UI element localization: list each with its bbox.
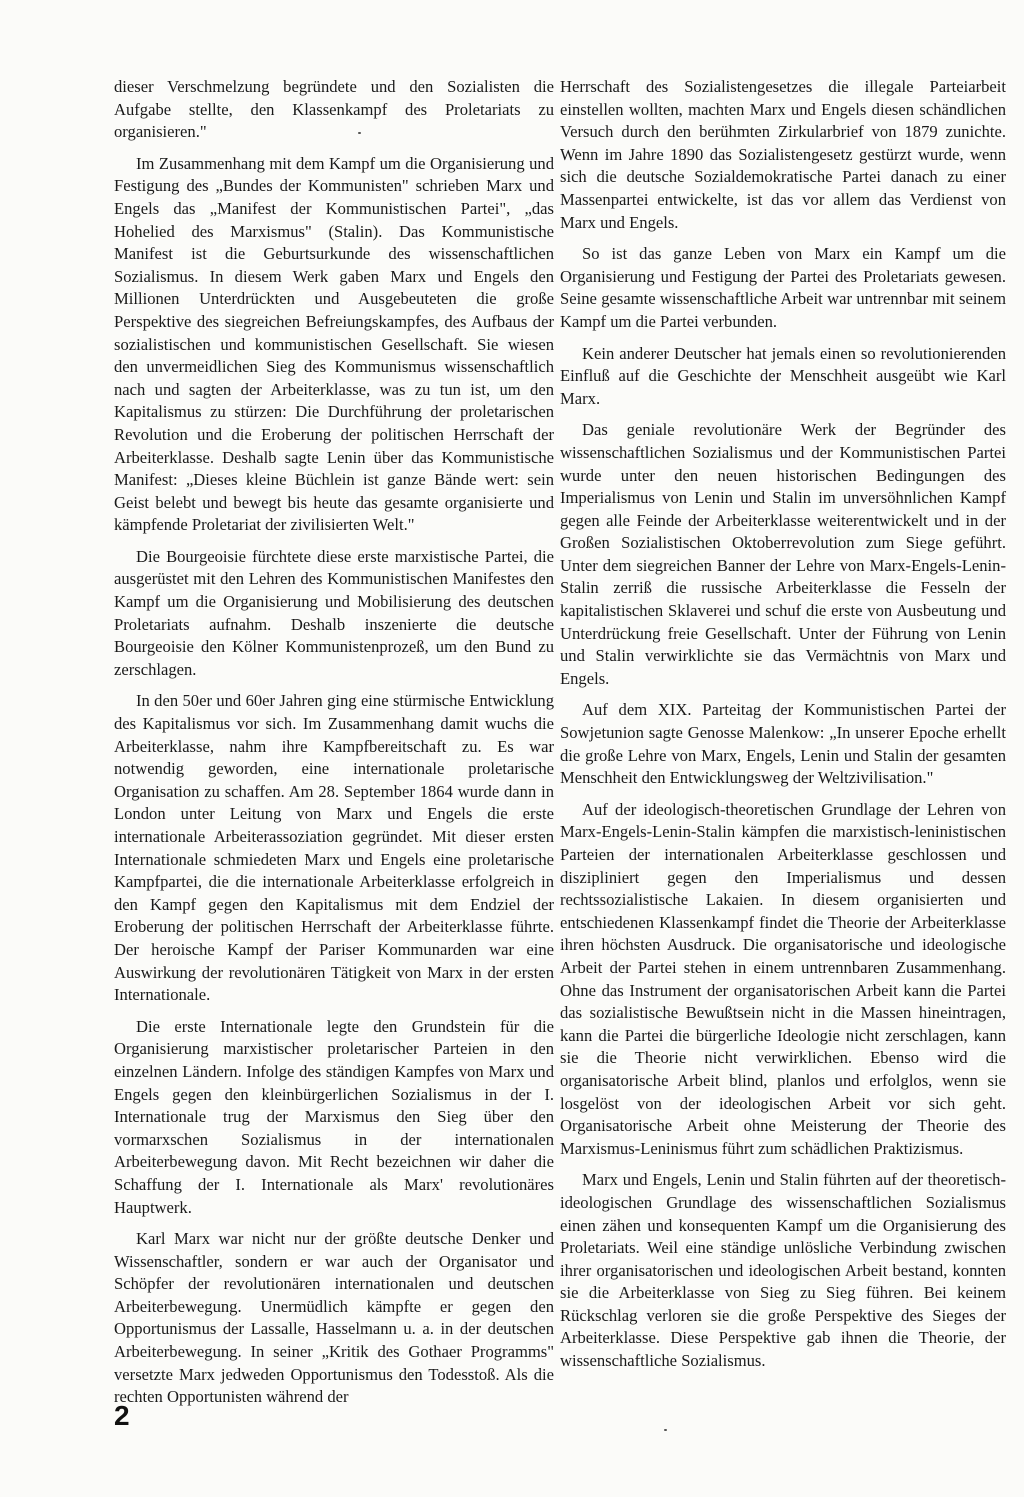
paragraph: So ist das ganze Leben von Marx ein Kampf um die Organisierung und Festigung der Partei des Proletariats gewesen. Seine gesamte wissenschaftliche Arbeit war untrennbar mit seinem Kampf um die Partei verbunden. (560, 244, 1006, 331)
paragraph: Auf der ideologisch-theoretischen Grundlage der Lehren von Marx-Engels-Lenin-Stalin kämpfen die marxistisch-leninistischen Parteien der internationalen Arbeiterklasse geschlossen und diszipliniert gegen den Imperialismus und dessen rechtssozialistische Lakaien. In diesem organisierten und entschiedenen Klassenkampf findet die Theorie der Arbeiterklasse ihren höchsten Ausdruck. Die organisatorische und ideologische Arbeit der Partei stehen in einem untrennbaren Zusammenhang. Ohne das Instrument der organisatorischen Arbeit kann die Partei das sozialistische Bewußtsein nicht in die Massen hineintragen, kann die Partei die bürgerliche Ideologie nicht zerschlagen, kann sie die Theorie nicht verwirklichen. Ebenso wird die organisatorische Arbeit blind, planlos und erfolglos, wenn sie losgelöst von der ideologischen Arbeit vor sich geht. Organisatorische Arbeit ohne Meisterung der Theorie des Marxismus-Leninismus führt zum schädlichen Praktizismus. (560, 799, 1006, 1158)
paragraph: Herrschaft des Sozialistengesetzes die illegale Parteiarbeit einstellen wollten, machten Marx und Engels diesen schändlichen Versuch durch den berühmten Zirkularbrief von 1879 zunichte. Wenn im Jahre 1890 das Sozialistengesetz gestürzt wurde, wenn sich die deutsche Sozialdemokratische Partei danach zu einer Massenpartei entwickelte, ist das vor allem das Verdienst von Marx und Engels. (560, 77, 1006, 232)
paragraph: Im Zusammenhang mit dem Kampf um die Organisierung und Festigung des „Bundes der Kommunisten" schrieben Marx und Engels das „Manifest der Kommunistischen Partei", „das Hohelied des Marxismus" (Stalin). Das Kommunistische Manifest ist die Geburtsurkunde des wissenschaftlichen Sozialismus. In diesem Werk gaben Marx und Engels den Millionen Unterdrückten und Ausgebeuteten die große Perspektive des siegreichen Befreiungskampfes, des Aufbaus der sozialistischen und kommunistischen Gesellschaft. Sie wiesen den unvermeidlichen Sieg des Kommunismus wissenschaftlich nach und sagten der Arbeiterklasse, was zu tun ist, um den Kapitalismus zu stürzen: Die Durchführung der proletarischen Revolution und die Eroberung der politischen Herrschaft der Arbeiterklasse. Deshalb sagte Lenin über das Kommunistische Manifest: „Dieses kleine Büchlein ist ganze Bände wert: sein Geist belebt und bewegt bis heute das gesamte organisierte und kämpfende Proletariat der zivilisierten Welt." (114, 153, 554, 535)
left-text-column (114, 76, 554, 1418)
page-number: 2 (114, 1400, 130, 1431)
print-speck (664, 1429, 667, 1431)
paragraph: In den 50er und 60er Jahren ging eine stürmische Entwicklung des Kapitalismus vor sich. Im Zusammenhang damit wuchs die Arbeiterklasse, nahm ihre Kampfbereitschaft zu. Es war notwendig geworden, eine internationale proletarische Organisation zu schaffen. Am 28. September 1864 wurde dann in London unter Leitung von Marx und Engels die erste internationale Arbeiterassoziation gegründet. Mit dieser ersten Internationale schmiedeten Marx und Engels eine proletarische Kampfpartei, die die internationale Arbeiterklasse erfolgreich in den Kampf gegen den Kapitalismus mit dem Endziel der Eroberung der politischen Herrschaft der Arbeiterklasse führte. Der heroische Kampf der Pariser Kommunarden war eine Auswirkung der revolutionären Tätigkeit von Marx in der ersten Internationale. (114, 691, 554, 1005)
paragraph: dieser Verschmelzung begründete und den Sozialisten die Aufgabe stellte, den Klassenkampf des Proletariats zu organisieren." (114, 77, 554, 142)
paragraph: Kein anderer Deutscher hat jemals einen so revolutionierenden Einfluß auf die Geschichte der Menschheit ausgeübt wie Karl Marx. (560, 343, 1006, 408)
right-text-column (560, 76, 1006, 1382)
paragraph: Das geniale revolutionäre Werk der Begründer des wissenschaftlichen Sozialismus und der Kommunistischen Partei wurde unter den neuen historischen Bedingungen des Imperialismus von Lenin und Stalin im unversöhnlichen Kampf gegen alle Feinde der Arbeiterklasse weiterentwickelt und in der Großen Sozialistischen Oktoberrevolution zum Siege geführt. Unter dem siegreichen Banner der Lehre von Marx-Engels-Lenin-Stalin zerriß die russische Arbeiterklasse die Fesseln der kapitalistischen Sklaverei und schuf die erste von Ausbeutung und Unterdrückung freie Gesellschaft. Unter der Führung von Lenin und Stalin verwirklichte sie das Vermächtnis von Marx und Engels. (560, 420, 1006, 688)
paragraph: Die erste Internationale legte den Grundstein für die Organisierung marxistischer proletarischer Parteien in den einzelnen Ländern. Infolge des ständigen Kampfes von Marx und Engels gegen den kleinbürgerlichen Sozialismus in der I. Internationale trug der Marxismus den Sieg über den vormarxschen Sozialismus in der internationalen Arbeiterbewegung davon. Mit Recht bezeichnen wir daher die Schaffung der I. Internationale als Marx' revolutionäres Hauptwerk. (114, 1016, 554, 1217)
print-speck (358, 132, 361, 134)
paragraph: Die Bourgeoisie fürchtete diese erste marxistische Partei, die ausgerüstet mit den Lehren des Kommunistischen Manifestes den Kampf um die Organisierung und Mobilisierung des deutschen Proletariats aufnahm. Deshalb inszenierte die deutsche Bourgeoisie den Kölner Kommunistenprozeß, um den Bund zu zerschlagen. (114, 546, 554, 679)
paragraph: Marx und Engels, Lenin und Stalin führten auf der theoretisch-ideologischen Grundlage des wissenschaftlichen Sozialismus einen zähen und konsequenten Kampf um die Organisierung des Proletariats. Weil eine ständige unlösliche Verbindung zwischen ihrer organisatorischen und ideologischen Arbeit bestand, konnten sie die Arbeiterklasse von Sieg zu Sieg führen. Bei keinem Rückschlag verloren sie die große Perspektive des Sieges der Arbeiterklasse. Diese Perspektive gab ihnen die Theorie, der wissenschaftliche Sozialismus. (560, 1170, 1006, 1371)
paragraph: Auf dem XIX. Parteitag der Kommunistischen Partei der Sowjetunion sagte Genosse Malenkow: „In unserer Epoche erhellt die große Lehre von Marx, Engels, Lenin und Stalin der gesamten Menschheit den Entwicklungsweg der Weltzivilisation." (560, 700, 1006, 788)
paragraph: Karl Marx war nicht nur der größte deutsche Denker und Wissenschaftler, sondern er war auch der Organisator und Schöpfer der revolutionären internationalen und deutschen Arbeiterbewegung. Unermüdlich kämpfte er gegen den Opportunismus der Lassalle, Hasselmann u. a. in der deutschen Arbeiterbewegung. In seiner „Kritik des Gothaer Programms" versetzte Marx jedweden Opportunismus den Todesstoß. Als die rechten Opportunisten während der (114, 1229, 554, 1407)
